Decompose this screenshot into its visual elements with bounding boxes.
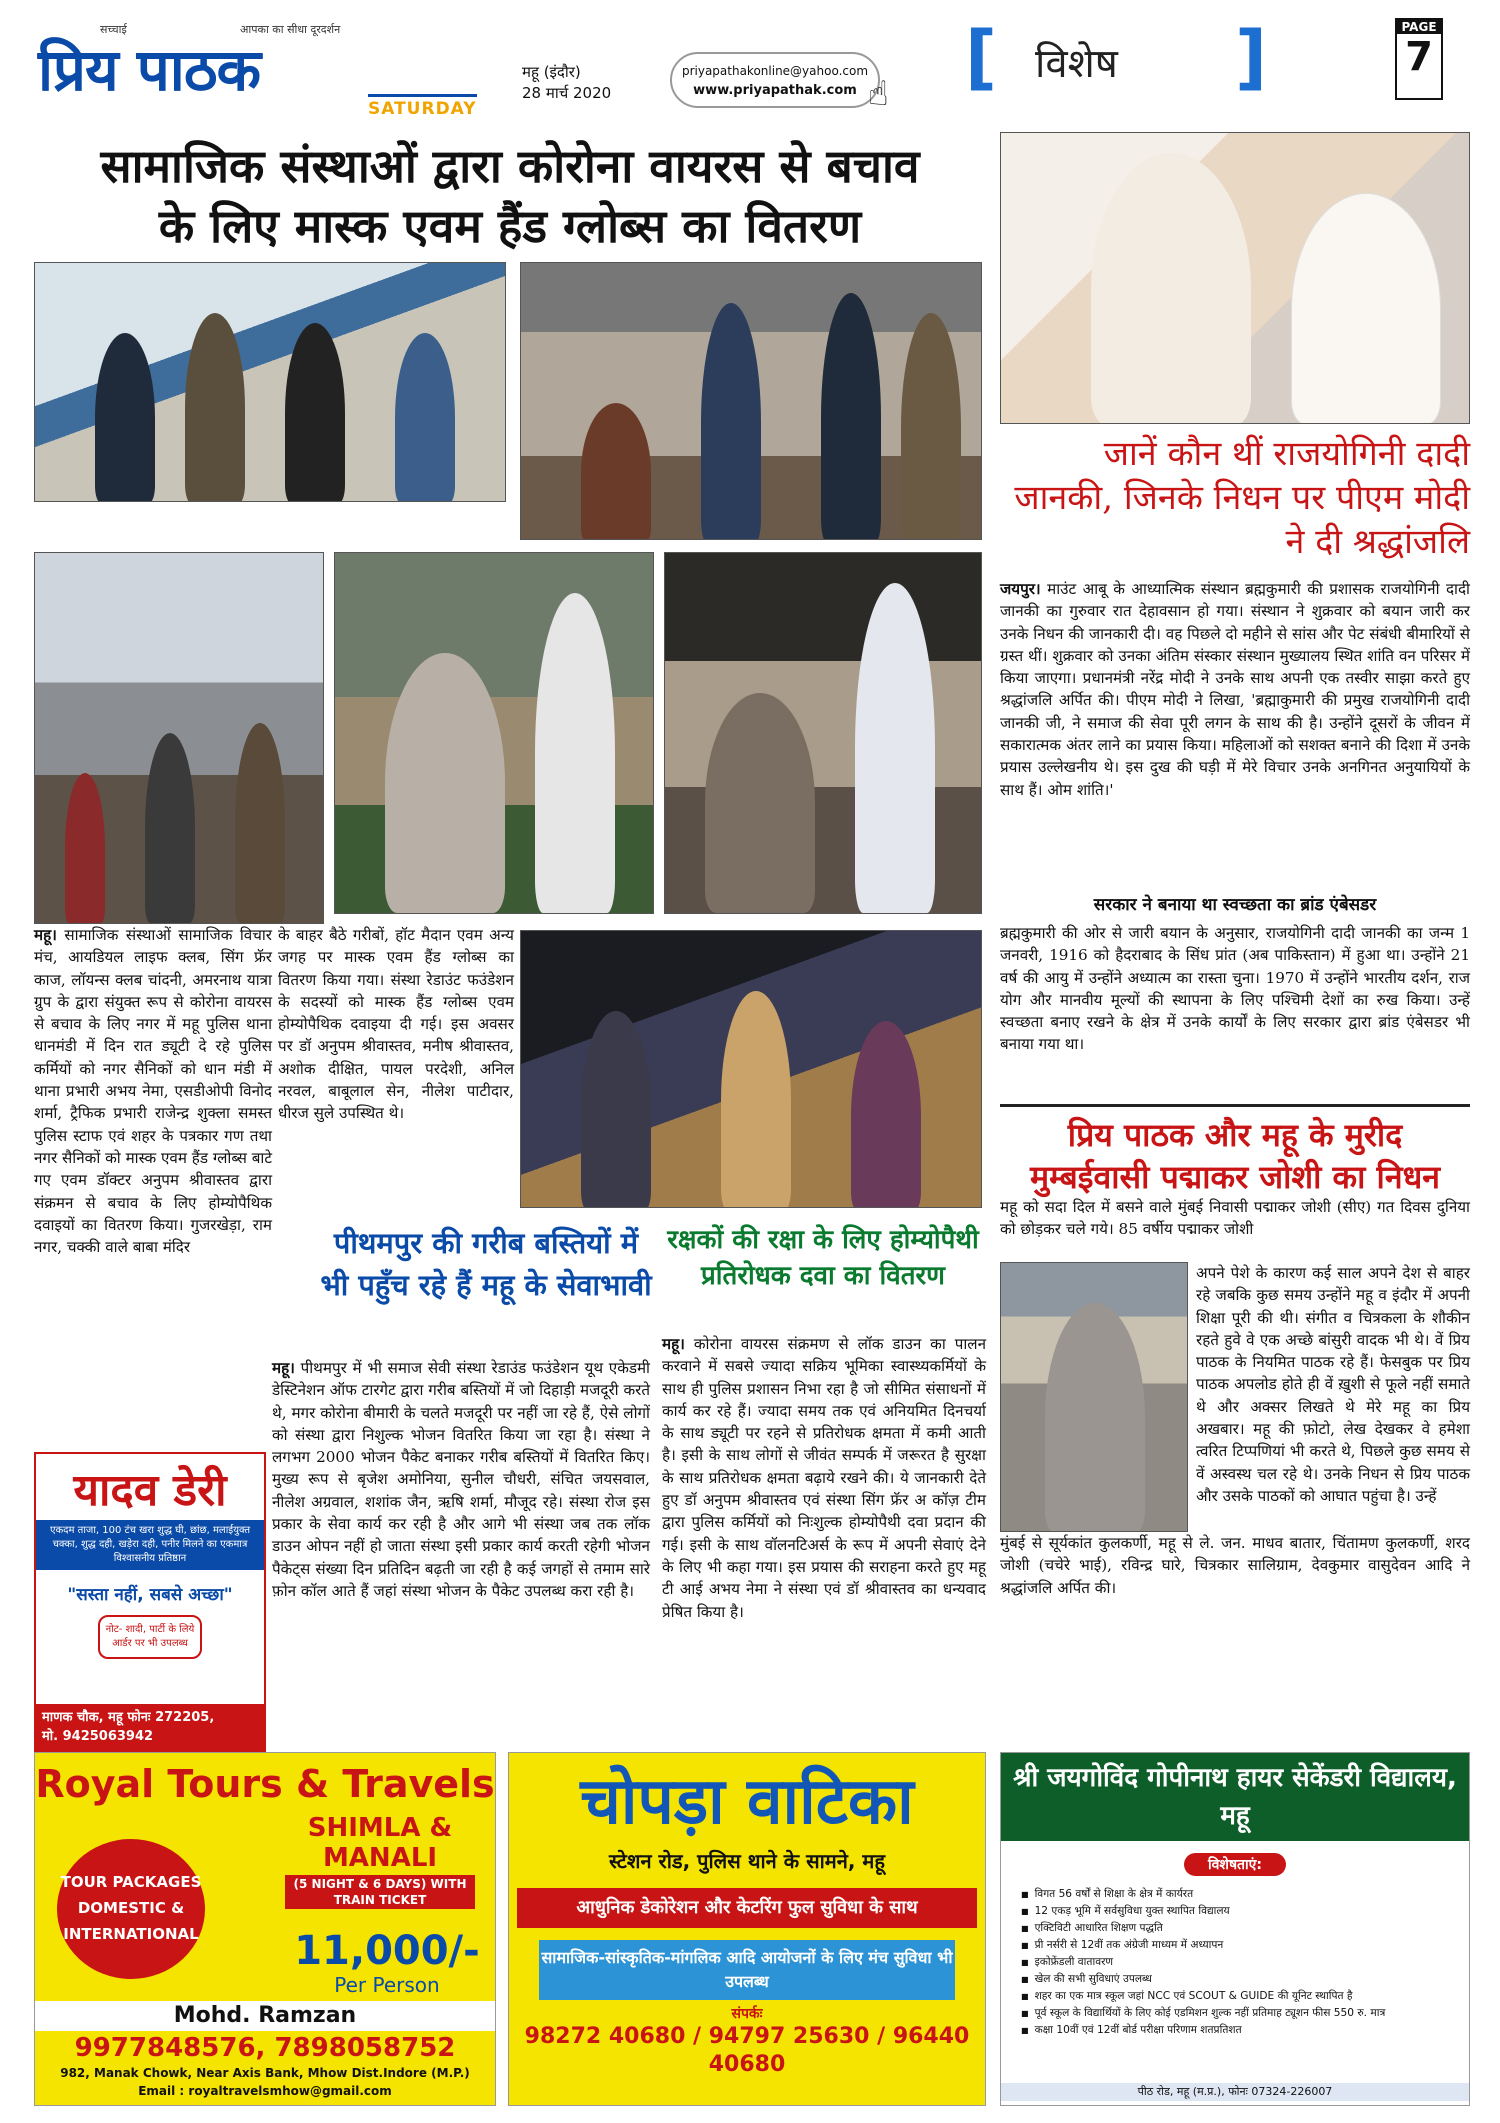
pointing-hand-icon: ☝: [868, 74, 889, 114]
page-label: PAGE: [1397, 20, 1441, 34]
main-headline: [30, 136, 990, 256]
dateline: महू।: [662, 1335, 685, 1353]
school-ad: [1000, 1752, 1470, 2106]
left-bracket-icon: [: [965, 16, 997, 98]
royal-title: Royal Tours & Travels: [35, 1762, 495, 1806]
list-item: ■ कक्षा 10वीं एवं 12वीं बोर्ड परीक्षा परिणाम शतप्रतिशत: [1021, 2022, 1455, 2039]
yadav-note: नोट- शादी, पार्टी के लिये आर्डर पर भी उपलब्ध: [98, 1615, 202, 1659]
royal-tours-ad: [34, 1752, 496, 2106]
swachhata-body: ब्रह्मकुमारी की ओर से जारी बयान के अनुसार, राजयोगिनी दादी जानकी का जन्म 1 जनवरी, 1916 को हैदराबाद के सिंध प्रांत (अब पाकिस्तान) में हुआ था। उन्होंने 21 वर्ष की आयु में उन्होंने अध्यात्म का रास्ता चुना। 1970 में उन्होंने भारतीय दर्शन, राज योग और मानवीय मूल्यों की स्थापना के लिए पश्चिमी देशों का रुख किया। उन्हें स्वच्छता बनाए रखने के क्षेत्र में उनके कार्यों के लिए सरकार द्वारा ब्रांड एंबेसडर भी बनाया गया था।: [1000, 924, 1470, 1054]
photo-street-distribution: [520, 262, 982, 540]
dadi-janki-body: जयपुर। माउंट आबू के आध्यात्मिक संस्थान ब्रह्मकुमारी की प्रशासक राजयोगिनी दादी जानकी का गुरुवार रात देहावसान हो गया। संस्थान ने शुक्रवार को बयान जारी कर उनके निधन की जानकारी दी। वह पिछले दो महीने से सांस और पेट संबंधी बीमारियों से ग्रस्त थीं। शुक्रवार को उनका अंतिम संस्कार संस्थान मुख्यालय स्थित शांति वन परिसर में किया जाएगा। प्रधानमंत्री नरेंद्र मोदी ने उनके साथ अपनी एक तस्वीर साझा करते हुए श्रद्धांजलि अर्पित की। पीएम मोदी ने लिखा, 'ब्रह्माकुमारी की प्रमुख राजयोगिनी दादी जानकी जी, ने समाज की सेवा पूरी लगन के साथ की है। उन्होंने दूसरों के जीवन में सकारात्मक अंतर लाने का प्रयास किया। महिलाओं को सशक्त बनाने की दिशा में उनके प्रयास उल्लेखनीय थे। इस दुख की घड़ी में मेरे विचार उनके अनगिनत अनुयायियों के साथ हैं। ओम शांति।': [1000, 580, 1470, 799]
dadi-janki-headline: जानें कौन थीं राजयोगिनी दादी जानकी, जिनके निधन पर पीएम मोदी ने दी श्रद्धांजलि: [1014, 434, 1470, 562]
list-item: ■ प्री नर्सरी से 12वीं तक अंग्रेजी माध्यम में अध्यापन: [1021, 1937, 1455, 1954]
school-title: श्री जयगोविंद गोपीनाथ हायर सेकेंडरी विद्यालय, महू: [1001, 1753, 1469, 1841]
place: महू (इंदौर): [522, 63, 581, 81]
section-banner: [965, 16, 1267, 98]
photo-elderly-woman-mask: [334, 552, 654, 914]
page-number-box: [1395, 18, 1443, 100]
main-headline-line1: सामाजिक संस्थाओं द्वारा कोरोना वायरस से बचाव: [100, 139, 920, 193]
list-item: ■ इकोफ्रेंडली वातावरण: [1021, 1954, 1455, 1971]
newspaper-logo: प्रिय पाठक: [38, 36, 261, 104]
dateline: जयपुर।: [1000, 580, 1041, 598]
joshi-body-bottom: मुंबई से सूर्यकांत कुलकर्णी, महू से ले. जन. माधव बातार, चिंतामण कुलकर्णी, शरद जोशी (चचेरे भाई), रविन्द्र घारे, चित्रकार सालिग्राम, देवकुमार वासुदेवन आदि ने श्रद्धांजलि अर्पित की।: [1000, 1534, 1470, 1597]
chopra-title: चोपड़ा वाटिका: [580, 1765, 914, 1839]
joshi-body-right: अपने पेशे के कारण कई साल अपने देश से बाहर रहे जबकि कुछ समय उन्होंने महू व इंदौर में अपनी शिक्षा पूरी की थी। संगीत व चित्रकला के शौकीन रहते हुवे वे एक अच्छे बांसुरी वादक भी थे। वें प्रिय पाठक के नियमित पाठक रहे हैं। फेसबुक पर प्रिय पाठक अपलोड होते ही वें ख़ुशी से फूले नहीं समाते थे और अक्सर लिखते थे मेरे महू का प्रिय अखबार। महू की फ़ोटो, लेख देखकर वे हमेशा त्वरित टिप्पणियां भी करते थे, पिछले कुछ समय से वें अस्वस्थ चल रहे थे। उनके निधन से प्रिय पाठक और उसके पाठकों को आघात पहुंचा है। उन्हें: [1196, 1264, 1470, 1505]
weekday: SATURDAY: [368, 94, 477, 119]
list-item: ■ 12 एकड़ भूमि में सर्वसुविधा युक्त स्थापित विद्यालय: [1021, 1903, 1455, 1920]
dateline: महू।: [34, 926, 57, 944]
royal-days: (5 NIGHT & 6 DAYS) WITH TRAIN TICKET: [285, 1875, 475, 1909]
photo-padmakar-joshi: [1000, 1262, 1188, 1532]
list-item: ■ एक्टिविटी आधारित शिक्षण पद्धति: [1021, 1920, 1455, 1937]
email-link[interactable]: priyapathakonline@yahoo.com: [681, 64, 869, 78]
royal-email[interactable]: Email : royaltravelsmhow@gmail.com: [138, 2084, 392, 2098]
royal-packages: TOUR PACKAGES DOMESTIC & INTERNATIONAL: [57, 1839, 205, 1979]
yadav-mobile: मो. 9425063942: [42, 1729, 154, 1744]
royal-destination-name: SHIMLA & MANALI: [307, 1813, 453, 1873]
rakshak-body: महू। कोरोना वायरस संक्रमण से लॉक डाउन का पालन करवाने में सबसे ज्यादा सक्रिय भूमिका स्वास्थ्यकर्मियों के साथ ही पुलिस प्रशासन निभा रहा है जो सीमित संसाधनों में कार्य कर रहे हैं। ज्यादा समय तक एवं अनियमित दिनचर्या के साथ ड्यूटी पर रहने से प्रतिरोधक क्षमता में कमी आती है। इसी के साथ लोगों से जीवंत सम्पर्क में जरूरत है सुरक्षा के साथ प्रतिरोधक क्षमता बढ़ाये रखने की। ये जानकारी देते हुए डॉ अनुपम श्रीवास्तव एवं संस्था सिंग फ्रॅर अ कॉज़ टीम द्वारा पुलिस कर्मियों को निःशुल्क होम्योपैथी दवा प्रदान की गई। इसी के साथ वॉलनटिअर्स के रूप में अपनी सेवाएं देने के लिए भी कहा गया। इस प्रयास की सराहना करते हुए महू टी आई अभय नेमा ने संस्था एवं डॉ श्रीवास्तव का धन्यवाद प्रेषित किया है।: [662, 1335, 986, 1621]
list-item: ■ खेल की सभी सुविधाएं उपलब्ध: [1021, 1971, 1455, 1988]
rakshak-headline: रक्षकों की रक्षा के लिए होम्योपैथी प्रतिरोधक दवा का वितरण: [667, 1225, 979, 1291]
website-link[interactable]: www.priyapathak.com: [693, 83, 857, 98]
pithampur-headline: पीथमपुर की गरीब बस्तियों में भी पहुँच रहे हैं महू के सेवाभावी: [320, 1226, 652, 1302]
royal-phone: 9977848576, 7898058752: [74, 2033, 456, 2063]
chopra-phone: 98272 40680 / 94797 25630 / 96440 40680: [524, 2024, 970, 2077]
school-features-header: विशेषताएं:: [1001, 1853, 1469, 1876]
section-name: विशेष: [1035, 41, 1118, 87]
joshi-headline-line2: मुम्बईवासी पद्माकर जोशी का निधन: [1029, 1158, 1441, 1196]
royal-address: 982, Manak Chowk, Near Axis Bank, Mhow Dist.Indore (M.P.): [60, 2066, 470, 2080]
photo-elderly-man-aid: [664, 552, 982, 914]
royal-per-person: Per Person: [334, 1973, 440, 1997]
photo-police-station-distribution: [34, 262, 506, 502]
dateline: महू।: [272, 1359, 295, 1377]
section-divider: [1000, 1104, 1470, 1107]
swachhata-subhead: सरकार ने बनाया था स्वच्छता का ब्रांड एंबेसडर: [1093, 895, 1377, 915]
logo-tagline-right: आपका का सीधा दूरदर्शन: [240, 23, 341, 36]
right-bracket-icon: ]: [1235, 16, 1267, 98]
chopra-sub: सामाजिक-सांस्कृतिक-मांगलिक आदि आयोजनों के लिए मंच सुविधा भी उपलब्ध: [539, 1940, 955, 2000]
pithampur-body: महू। पीथमपुर में भी समाज सेवी संस्था रेडाउंड फउंडेशन यूथ एकेडमी डेस्टिनेशन ऑफ टारगेट द्वारा गरीब बस्तियों में जो दिहाड़ी मजदूरी करते थे, मगर कोरोना बीमारी के चलते मजदूरी पर नहीं जा रहे हैं, ऐसे लोगों को संस्था द्वारा निशुल्क भोजन वितरित किया जा रहा है। संस्था ने लगभग 2000 भोजन पैकेट बनाकर गरीब बस्तियों में वितरित किए। मुख्य रूप से बृजेश अमोनिया, सुनील चौधरी, संचित जयसवाल, नीलेश अग्रवाल, शशांक जैन, ऋषि शर्मा, मौजूद रहे। संस्था रोज इस प्रकार के सेवा कार्य कर रही है और आगे भी संस्था जब तक लॉक डाउन ओपन नहीं हो जाता संस्था इसी प्रकार कार्य करती रहेगी भोजन पैकेट्स संख्या दिन प्रतिदिन बढ़ती जा रही है कई जगहों से तमाम सारे फ़ोन कॉल आते हैं जहां संस्था भोजन के पैकेट उपलब्ध करा रही है।: [272, 1359, 650, 1600]
main-story-column-2: के बाहर बैठे गरीबों, हॉट मैदान एवम अन्य जगह पर मास्क एवम हैंड ग्लोब्स का वितरण किया गया। संस्था रेडाउंट फउंडेशन के सदस्यों को मास्क हैंड ग्लोब्स एवम होम्योपैथिक दवाइया दी गई। इस अवसर पर डॉ अनुपम श्रीवास्तव, मनीष श्रीवास्तव, अशोक दीक्षित, पायल परदेशी, अनिल नरवल, बाबूलाल सेन, नीलेश पाटीदार, धीरज सुले उपस्थित थे।: [278, 926, 514, 1123]
main-story-column-1: महू। सामाजिक संस्थाओं सामाजिक विचार मंच, आयडियल लाइफ क्लब, सिंग फ्रॅर काज, लॉयन्स क्लब चांदनी, अमरनाथ यात्रा ग्रुप के द्वारा संयुक्त रूप से कोरोना वायरस से बचाव के लिए नगर में महू पुलिस थाना धानमंडी में दिन रात ड्यूटी दे रहे पुलिस कर्मियों को नगर सैनिकों को धान मंडी में थाना प्रभारी अभय नेमा, एसडीओपी विनोद शर्मा, ट्रैफिक प्रभारी राजेन्द्र शुक्ला समस्त पुलिस स्टाफ एवं शहर के पत्रकार गण तथा नगर सैनिकों को मास्क एवम हैंड ग्लोब्स बाटे गए एवम डॉक्टर अनुपम श्रीवास्तव द्वारा संक्रमन से बचाव के लिए होम्योपैथिक दवाइयों का वितरण किया। गुजरखेड़ा, राम नगर, चक्की वाले बाबा मंदिर: [34, 926, 272, 1257]
photo-night-distribution: [520, 930, 982, 1208]
chopra-band: आधुनिक डेकोरेशन और केटरिंग फुल सुविधा के साथ: [517, 1888, 977, 1928]
chopra-contact-label: संपर्कः: [731, 2006, 763, 2022]
royal-price: 11,000/-: [294, 1928, 480, 1974]
school-address: पीठ रोड, महू (म.प्र.), फोनः 07324-226007: [1001, 2083, 1469, 2101]
yadav-title: यादव डेरी: [73, 1465, 227, 1516]
yadav-dairy-ad: [34, 1452, 266, 1752]
royal-owner: Mohd. Ramzan: [35, 2001, 495, 2031]
date: 28 मार्च 2020: [522, 84, 612, 102]
contact-pill: [670, 52, 880, 108]
school-features: [1021, 1886, 1455, 2039]
joshi-headline-line1: प्रिय पाठक और महू के मुरीद: [1067, 1116, 1403, 1154]
yadav-contact: [36, 1704, 264, 1750]
page-number: 7: [1405, 34, 1433, 80]
logo-tagline-left: सच्चाई: [100, 23, 127, 36]
photo-food-queue: [34, 552, 324, 924]
list-item: ■ पूर्व स्कूल के विद्यार्थियों के लिए कोई एडमिशन शुल्क नहीं प्रतिमाह ट्यूशन फीस 550 रु. मात्र: [1021, 2005, 1455, 2022]
joshi-headline: [1000, 1114, 1470, 1198]
chopra-vatika-ad: [508, 1752, 986, 2106]
photo-pm-modi-dadi-janki: [1000, 132, 1470, 424]
place-date: [522, 62, 611, 104]
main-headline-line2: के लिए मास्क एवम हैंड ग्लोब्स का वितरण: [158, 199, 862, 253]
yadav-address: माणक चौक, महू फोनः 272205,: [42, 1710, 215, 1725]
royal-destination: [275, 1813, 485, 1911]
chopra-address: स्टेशन रोड, पुलिस थाने के सामने, महू: [609, 1849, 885, 1873]
yadav-slogan: "सस्ता नहीं, सबसे अच्छा": [67, 1585, 233, 1605]
joshi-body-top: महू को सदा दिल में बसने वाले मुंबई निवासी पद्माकर जोशी (सीए) गत दिवस दुनिया को छोड़कर चले गये। 85 वर्षीय पद्माकर जोशी: [1000, 1198, 1470, 1239]
list-item: ■ शहर का एक मात्र स्कूल जहां NCC एवं SCOUT & GUIDE की यूनिट स्थापित है: [1021, 1988, 1455, 2005]
list-item: ■ विगत 56 वर्षों से शिक्षा के क्षेत्र में कार्यरत: [1021, 1886, 1455, 1903]
yadav-products: एकदम ताजा, 100 टंच खरा शुद्ध घी, छांछ, मलाईयुक्त चक्का, शुद्ध दही, खड़ेरा दही, पनीर मिलने का एकमात्र विश्वासनीय प्रतिष्ठान: [36, 1520, 264, 1570]
